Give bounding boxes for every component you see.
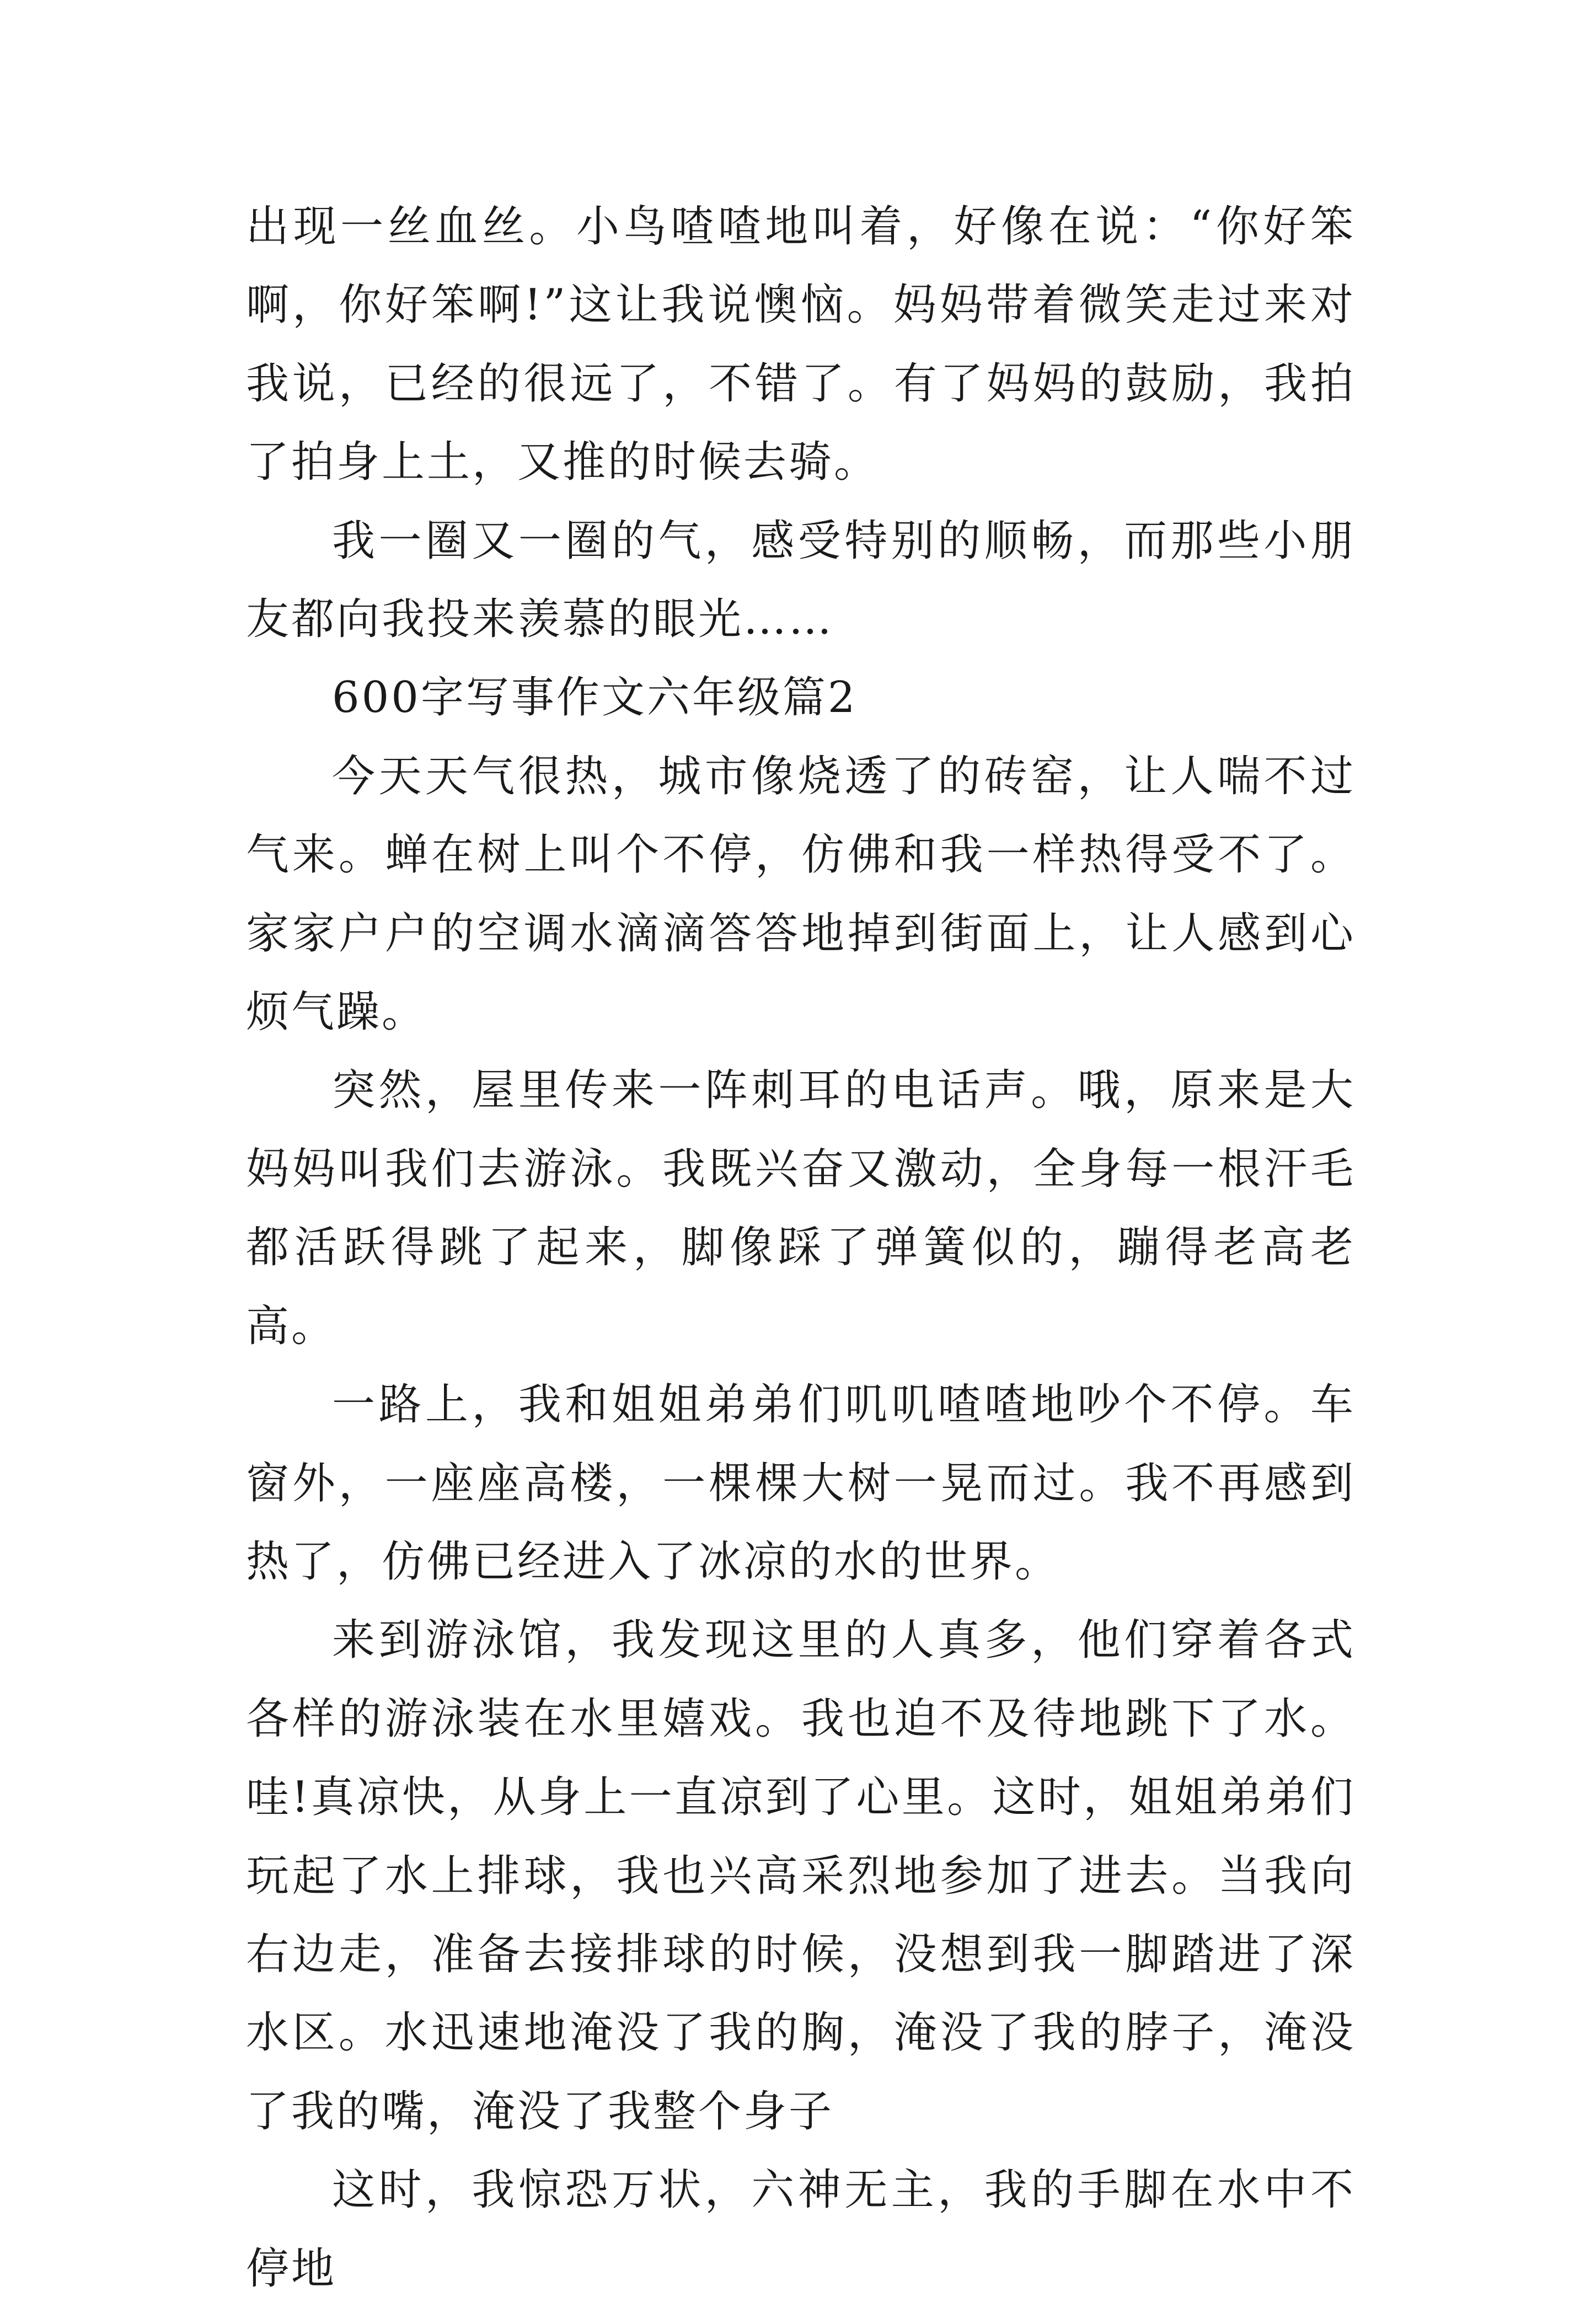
paragraph-continuation: 出现一丝血丝。小鸟喳喳地叫着，好像在说：“你好笨啊，你好笨啊!”这让我说懊恼。妈妈带着微笑走过来对我说，已经的很远了，不错了。有了妈妈的鼓励，我拍了拍身上土，又推的时候去骑。 xyxy=(246,202,1356,488)
section-heading: 600字写事作文六年级篇2 xyxy=(332,673,858,723)
paragraph: 一路上，我和姐姐弟弟们叽叽喳喳地吵个不停。车窗外，一座座高楼，一棵棵大树一晃而过。我不再感到热了，仿佛已经进入了冰凉的水的世界。 xyxy=(246,1380,1356,1587)
paragraph: 突然，屋里传来一阵刺耳的电话声。哦，原来是大妈妈叫我们去游泳。我既兴奋又激动，全身每一根汗毛都活跃得跳了起来，脚像踩了弹簧似的，蹦得老高老高。 xyxy=(246,1065,1356,1351)
paragraph: 我一圈又一圈的气，感受特别的顺畅，而那些小朋友都向我投来羡慕的眼光…… xyxy=(246,516,1356,645)
paragraph: 这时，我惊恐万状，六神无主，我的手脚在水中不停地 xyxy=(246,2165,1356,2294)
document-page xyxy=(246,188,1356,2308)
paragraph: 今天天气很热，城市像烧透了的砖窑，让人喘不过气来。蝉在树上叫个不停，仿佛和我一样热得受不了。家家户户的空调水滴滴答答地掉到街面上，让人感到心烦气躁。 xyxy=(246,751,1356,1037)
paragraph: 来到游泳馆，我发现这里的人真多，他们穿着各式各样的游泳装在水里嬉戏。我也迫不及待地跳下了水。哇!真凉快，从身上一直凉到了心里。这时，姐姐弟弟们玩起了水上排球，我也兴高采烈地参加了进去。当我向右边走，准备去接排球的时候，没想到我一脚踏进了深水区。水迅速地淹没了我的胸，淹没了我的脖子，淹没了我的嘴，淹没了我整个身子 xyxy=(246,1615,1356,2136)
